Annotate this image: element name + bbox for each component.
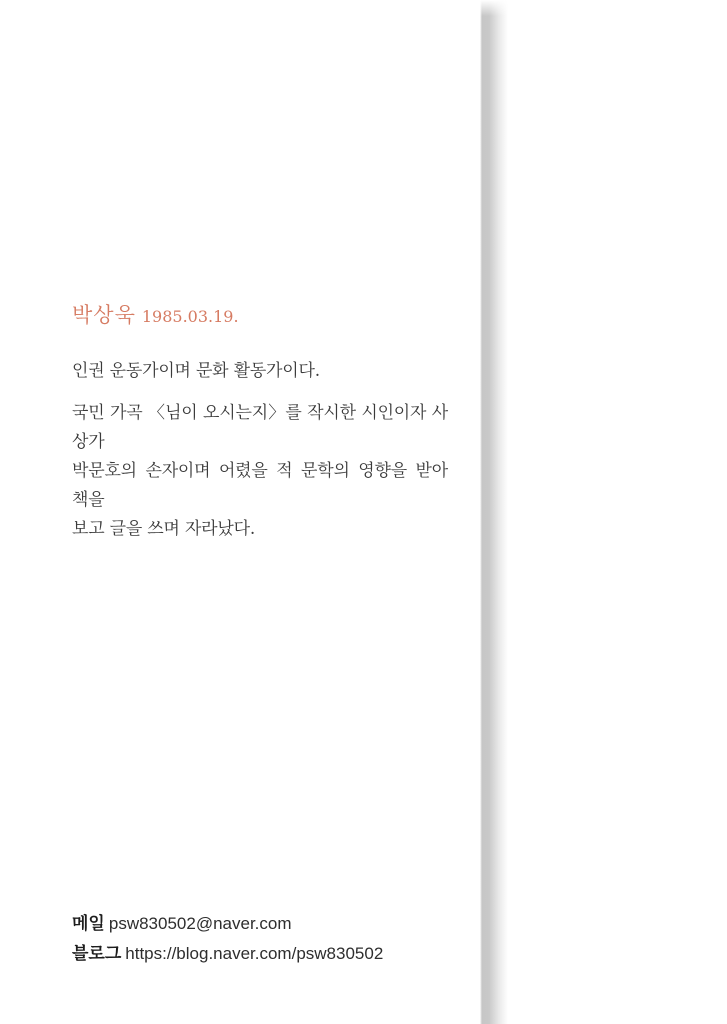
contact-blog-line (72, 939, 383, 969)
author-birthdate: 1985.03.19. (141, 307, 239, 326)
contact-email-line (72, 909, 383, 939)
blog-label: 블로그 (72, 944, 122, 963)
author-bio-line: 국민 가곡 〈님이 오시는지〉를 작시한 시인이자 사상가 (72, 403, 448, 452)
author-bio (72, 399, 448, 544)
email-value: psw830502@naver.com (108, 914, 292, 933)
blog-value: https://blog.naver.com/psw830502 (125, 944, 384, 963)
page-fold-shadow (480, 0, 510, 1024)
author-bio-line: 박문호의 손자이며 어렸을 적 문학의 영향을 받아 책을 (72, 461, 448, 510)
author-intro: 인권 운동가이며 문화 활동가이다. (72, 361, 320, 381)
author-heading (72, 299, 239, 329)
author-name: 박상욱 (72, 303, 136, 327)
author-bio-line: 보고 글을 쓰며 자라났다. (72, 519, 256, 539)
email-label: 메일 (72, 914, 105, 933)
contact-block (72, 909, 383, 969)
